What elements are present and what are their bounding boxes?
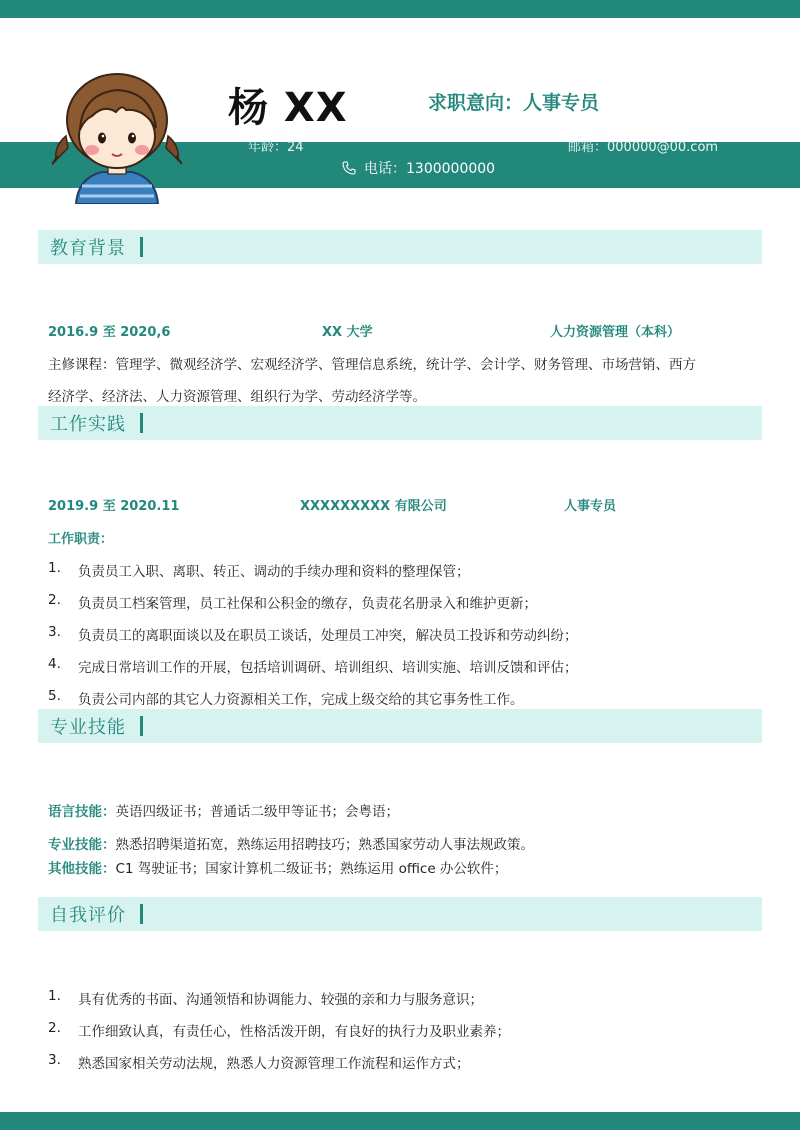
work-period: 2019.9 至 2020.11 — [48, 499, 180, 514]
work-role: 人事专员 — [564, 499, 617, 514]
phone-text: 电话：1300000000 — [364, 161, 496, 177]
skill-label: 专业技能： — [48, 837, 116, 853]
job-intent — [428, 88, 599, 115]
courses-line-2: 经济学、经济法、人力资源管理、组织行为学、劳动经济学等。 — [48, 389, 426, 405]
email-text: 邮箱：000000@00.com — [568, 140, 719, 155]
skill-label: 语言技能： — [48, 804, 116, 820]
education-major: 人力资源管理（本科） — [550, 325, 681, 340]
list-text: 熟悉国家相关劳动法规，熟悉人力资源管理工作流程和运作方式； — [78, 1056, 470, 1072]
section-title-bar — [140, 413, 143, 433]
list-number: 2. — [48, 1020, 61, 1036]
bottom-accent-bar — [0, 1112, 800, 1130]
job-intent-value: 人事专员 — [523, 92, 600, 114]
list-text: 负责员工的离职面谈以及在职员工谈话，处理员工冲突，解决员工投诉和劳动纠纷； — [78, 628, 578, 644]
work-company: XXXXXXXXX 有限公司 — [300, 499, 447, 514]
section-title-bar — [140, 904, 143, 924]
list-number: 3. — [48, 1052, 61, 1068]
skill-label: 其他技能： — [48, 861, 116, 877]
skill-value: 熟悉招聘渠道拓宽，熟练运用招聘技巧；熟悉国家劳动人事法规政策。 — [115, 837, 534, 853]
skill-other — [48, 857, 507, 877]
list-text: 负责员工档案管理，员工社保和公积金的缴存，负责花名册录入和维护更新； — [78, 596, 537, 612]
section-title: 工作实践 — [50, 414, 126, 435]
skill-professional — [48, 833, 534, 853]
list-number: 4. — [48, 656, 61, 672]
skill-value: C1 驾驶证书；国家计算机二级证书；熟练运用 office 办公软件； — [115, 861, 508, 877]
list-text: 负责公司内部的其它人力资源相关工作，完成上级交给的其它事务性工作。 — [78, 692, 524, 708]
education-school: XX 大学 — [322, 325, 373, 340]
section-title: 自我评价 — [50, 905, 126, 926]
section-skills — [38, 709, 762, 743]
courses-line-1: 主修课程：管理学、微观经济学、宏观经济学、管理信息系统，统计学、会计学、财务管理、市场营销、西方 — [48, 357, 696, 373]
section-work — [38, 406, 762, 440]
phone-row — [342, 158, 495, 178]
skill-language — [48, 800, 399, 820]
skill-value: 英语四级证书；普通话二级甲等证书；会粤语； — [115, 804, 399, 820]
candidate-name: 杨 XX — [228, 85, 348, 131]
list-number: 3. — [48, 624, 61, 640]
section-self-evaluation — [38, 897, 762, 931]
list-text: 负责员工入职、离职、转正、调动的手续办理和资料的整理保管； — [78, 564, 470, 580]
duties-label: 工作职责： — [48, 532, 114, 547]
phone-icon — [342, 161, 356, 175]
list-text: 具有优秀的书面、沟通领悟和协调能力、较强的亲和力与服务意识； — [78, 992, 483, 1008]
list-text: 工作细致认真，有责任心，性格活泼开朗，有良好的执行力及职业素养； — [78, 1024, 510, 1040]
list-number: 5. — [48, 688, 61, 704]
list-text: 完成日常培训工作的开展，包括培训调研、培训组织、培训实施、培训反馈和评估； — [78, 660, 578, 676]
section-title: 教育背景 — [50, 238, 126, 259]
section-education — [38, 230, 762, 264]
section-title-bar — [140, 716, 143, 736]
list-number: 1. — [48, 560, 61, 576]
age-text: 年龄：24 — [248, 140, 304, 155]
job-intent-label: 求职意向： — [428, 92, 524, 114]
section-title-bar — [140, 237, 143, 257]
top-accent-bar — [0, 0, 800, 18]
section-title: 专业技能 — [50, 717, 126, 738]
list-number: 2. — [48, 592, 61, 608]
list-number: 1. — [48, 988, 61, 1004]
avatar — [52, 68, 182, 204]
education-period: 2016.9 至 2020,6 — [48, 325, 171, 340]
